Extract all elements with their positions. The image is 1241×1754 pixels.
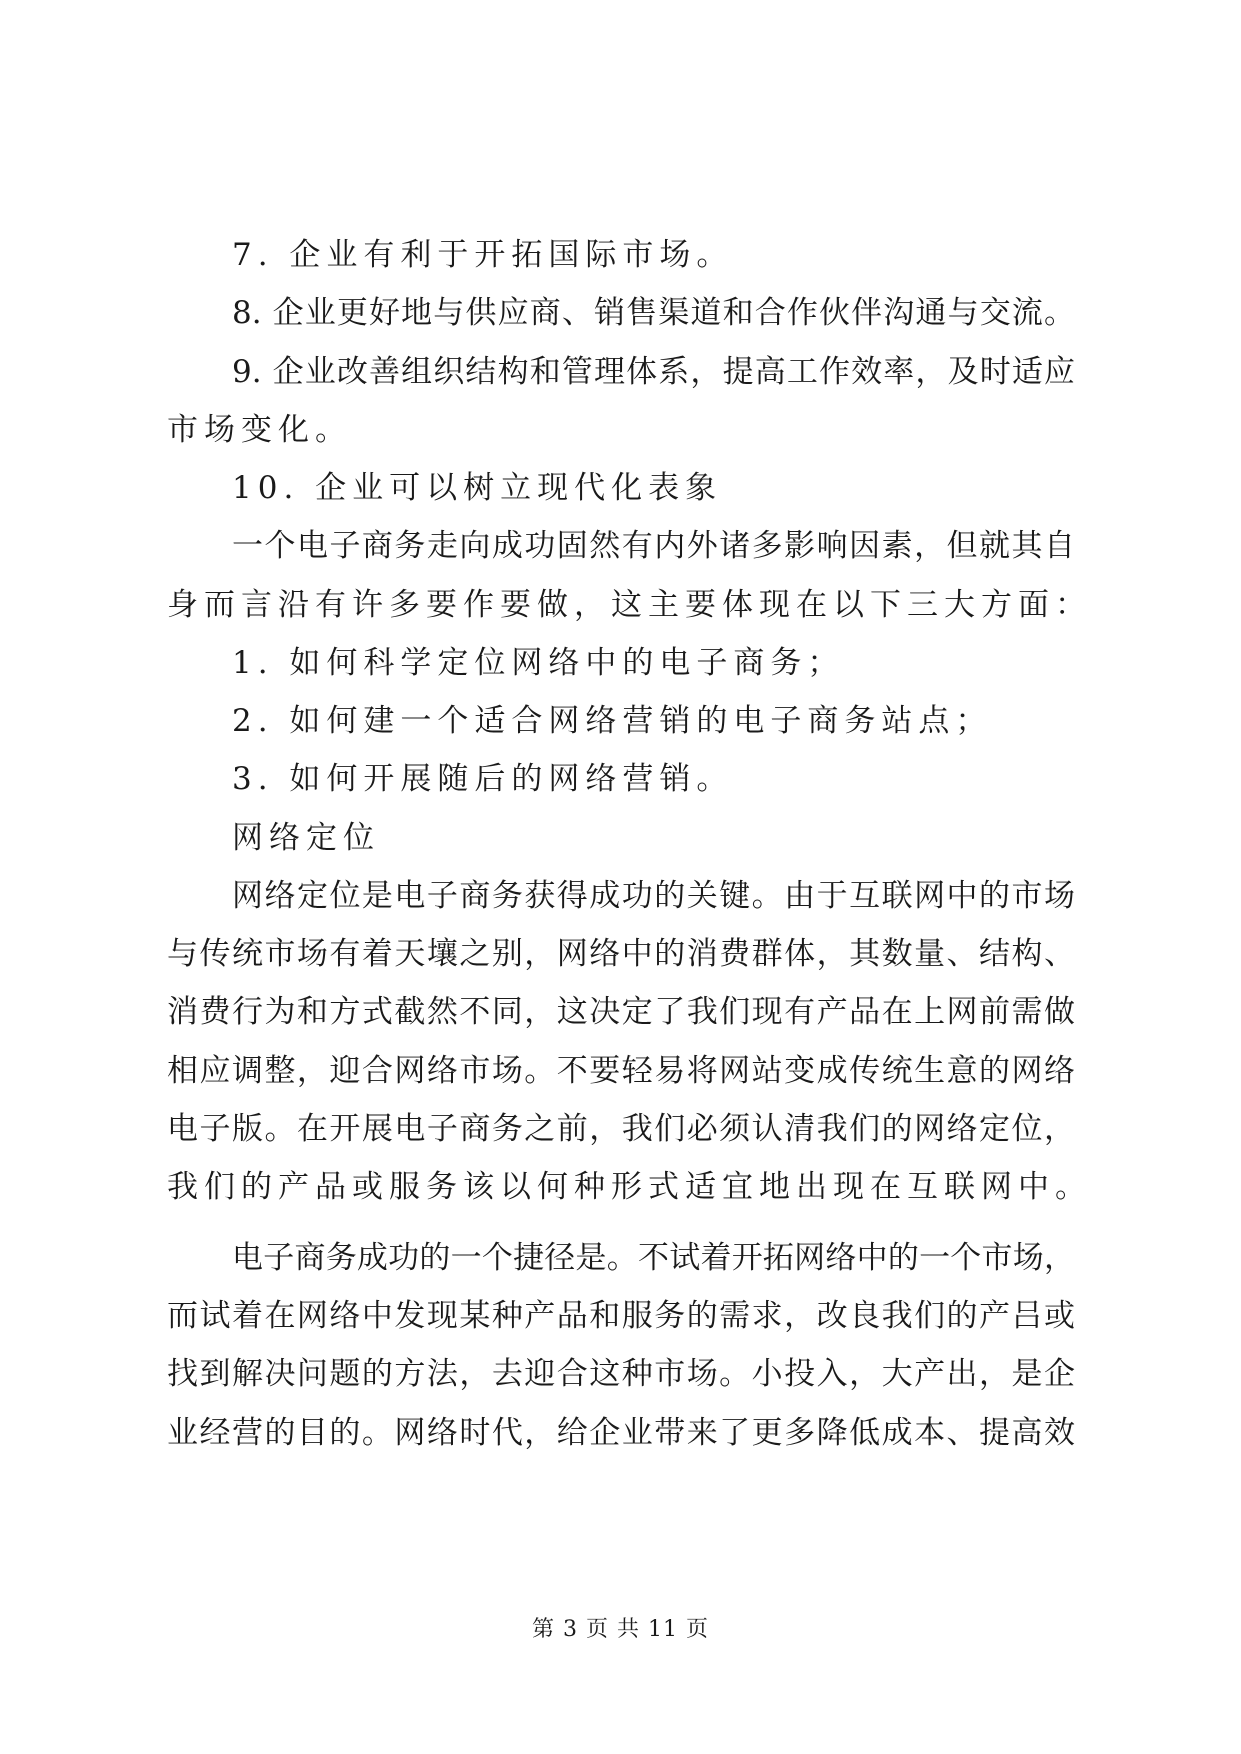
paragraph-line: 与传统市场有着天壤之别，网络中的消费群体，其数量、结构、 [167,936,1075,972]
list-item-3: 3. 如何开展随后的网络营销。 [232,761,734,797]
paragraph-line: 业经营的目的。网络时代，给企业带来了更多降低成本、提高效 [167,1415,1075,1451]
paragraph-line: 网络定位是电子商务获得成功的关键。由于互联网中的市场 [232,878,1075,914]
list-item-10: 10. 企业可以树立现代化表象 [232,470,723,506]
list-item-1: 1. 如何科学定位网络中的电子商务； [232,645,845,681]
page-number-footer: 第 3 页 共 11 页 [532,1617,709,1642]
paragraph-line: 我们的产品或服务该以何种形式适宜地出现在互联网中。 [167,1169,1092,1205]
paragraph-line: 身而言沿有许多要作要做，这主要体现在以下三大方面： [167,587,1092,623]
list-item-9-continuation: 市场变化。 [167,412,352,448]
paragraph-line: 电子商务成功的一个捷径是。不试着开拓网络中的一个市场， [232,1240,1075,1276]
list-item-8: 8. 企业更好地与供应商、销售渠道和合作伙伴沟通与交流。 [232,295,1075,331]
section-heading: 网络定位 [232,820,380,856]
list-item-2: 2. 如何建一个适合网络营销的电子商务站点； [232,703,993,739]
paragraph-line: 相应调整，迎合网络市场。不要轻易将网站变成传统生意的网络 [167,1053,1075,1089]
paragraph-line: 找到解决问题的方法，去迎合这种市场。小投入，大产出，是企 [167,1356,1075,1392]
list-item-7: 7. 企业有利于开拓国际市场。 [232,237,734,273]
paragraph-line: 而试着在网络中发现某种产品和服务的需求，改良我们的产吕或 [167,1298,1075,1334]
paragraph-line: 电子版。在开展电子商务之前，我们必须认清我们的网络定位， [167,1111,1075,1147]
paragraph-line: 一个电子商务走向成功固然有内外诸多影响因素，但就其自 [232,528,1075,564]
list-item-9: 9. 企业改善组织结构和管理体系，提高工作效率，及时适应 [232,354,1075,390]
paragraph-line: 消费行为和方式截然不同，这决定了我们现有产品在上网前需做 [167,994,1075,1030]
